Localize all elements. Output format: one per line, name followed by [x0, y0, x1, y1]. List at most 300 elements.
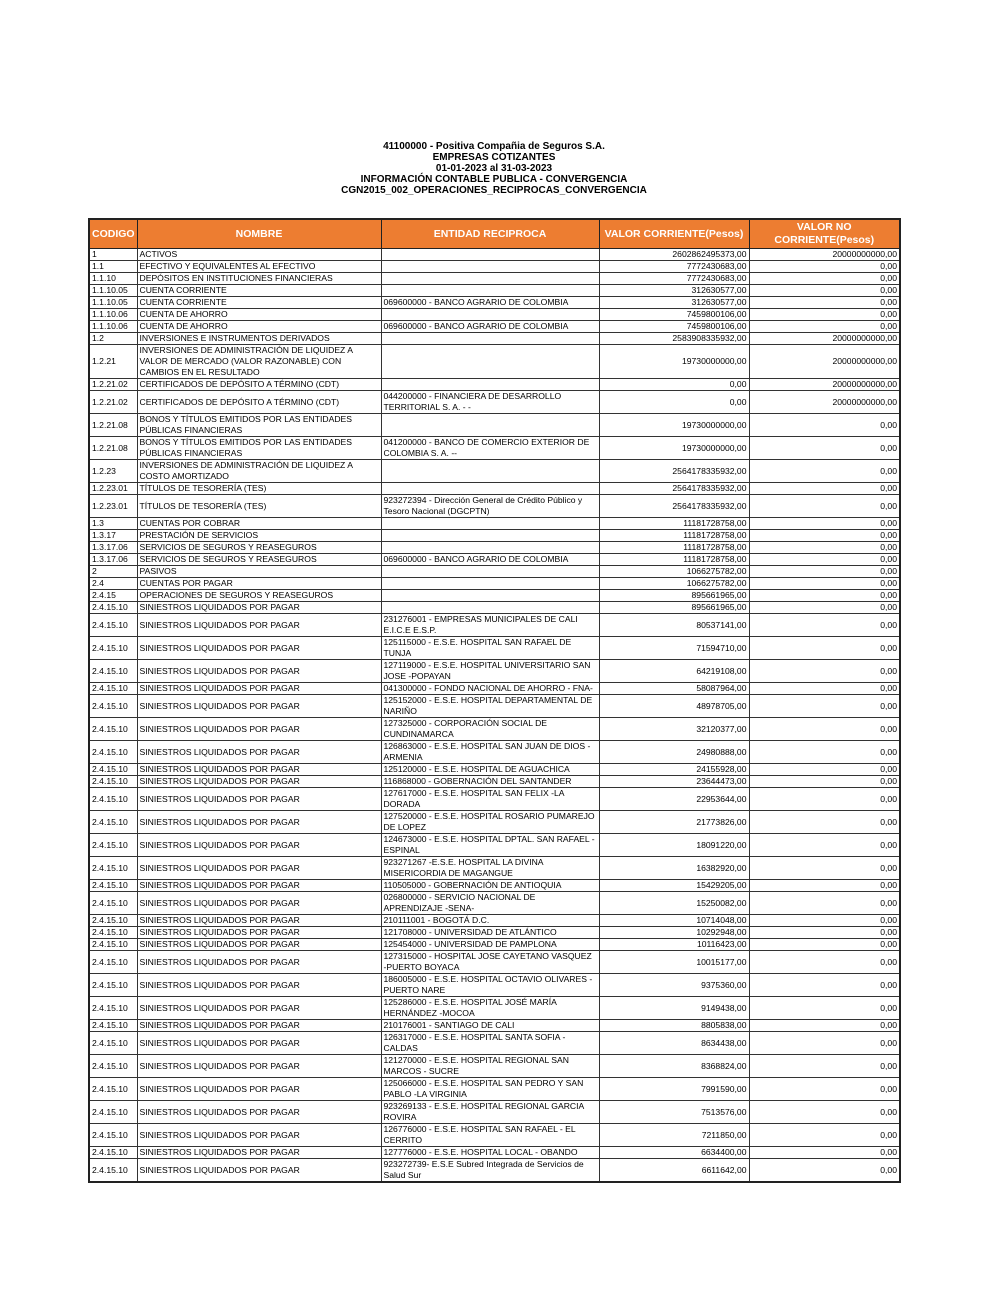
cell-valor-no-corriente: 0,00 — [749, 297, 900, 309]
cell-code: 2.4.15.10 — [89, 857, 137, 880]
cell-valor-no-corriente: 0,00 — [749, 1147, 900, 1159]
table-header-row — [89, 219, 900, 249]
cell-entity — [381, 530, 599, 542]
cell-entity — [381, 261, 599, 273]
cell-entity: 116868000 - GOBERNACIÓN DEL SANTANDER — [381, 776, 599, 788]
cell-name: SINIESTROS LIQUIDADOS POR PAGAR — [137, 741, 381, 764]
cell-name: INVERSIONES DE ADMINISTRACIÓN DE LIQUIDEZ A COSTO AMORTIZADO — [137, 460, 381, 483]
cell-code: 2.4.15.10 — [89, 1078, 137, 1101]
cell-name: BONOS Y TÍTULOS EMITIDOS POR LAS ENTIDADES PÚBLICAS FINANCIERAS — [137, 414, 381, 437]
cell-valor-corriente: 6634400,00 — [599, 1147, 749, 1159]
cell-entity: 044200000 - FINANCIERA DE DESARROLLO TERRITORIAL S. A. - - — [381, 391, 599, 414]
cell-code: 2.4.15.10 — [89, 834, 137, 857]
cell-entity: 041300000 - FONDO NACIONAL DE AHORRO - FNA- — [381, 683, 599, 695]
table-row — [89, 1124, 900, 1147]
cell-valor-no-corriente: 20000000000,00 — [749, 249, 900, 261]
column-header-entidad: ENTIDAD RECIPROCA — [381, 219, 599, 249]
cell-code: 2.4.15.10 — [89, 1124, 137, 1147]
cell-code: 1.1.10.06 — [89, 309, 137, 321]
cell-valor-corriente: 312630577,00 — [599, 297, 749, 309]
cell-code: 2.4.15.10 — [89, 741, 137, 764]
cell-valor-corriente: 16382920,00 — [599, 857, 749, 880]
table-row — [89, 391, 900, 414]
table-row — [89, 483, 900, 495]
cell-valor-no-corriente: 0,00 — [749, 460, 900, 483]
cell-valor-corriente: 71594710,00 — [599, 637, 749, 660]
cell-valor-no-corriente: 0,00 — [749, 578, 900, 590]
cell-valor-no-corriente: 0,00 — [749, 1055, 900, 1078]
cell-valor-no-corriente: 0,00 — [749, 811, 900, 834]
table-row — [89, 321, 900, 333]
cell-entity: 210111001 - BOGOTÁ D.C. — [381, 915, 599, 927]
cell-name: SINIESTROS LIQUIDADOS POR PAGAR — [137, 1101, 381, 1124]
cell-valor-corriente: 48978705,00 — [599, 695, 749, 718]
cell-valor-no-corriente: 0,00 — [749, 718, 900, 741]
cell-valor-no-corriente: 0,00 — [749, 285, 900, 297]
cell-valor-corriente: 11181728758,00 — [599, 518, 749, 530]
cell-code: 2.4.15.10 — [89, 1055, 137, 1078]
cell-valor-corriente: 312630577,00 — [599, 285, 749, 297]
table-row — [89, 927, 900, 939]
cell-valor-no-corriente: 20000000000,00 — [749, 333, 900, 345]
cell-valor-corriente: 7772430683,00 — [599, 261, 749, 273]
cell-entity — [381, 309, 599, 321]
cell-entity — [381, 379, 599, 391]
cell-valor-no-corriente: 0,00 — [749, 321, 900, 333]
cell-code: 1.3.17 — [89, 530, 137, 542]
cell-code: 2.4.15.10 — [89, 614, 137, 637]
cell-name: SERVICIOS DE SEGUROS Y REASEGUROS — [137, 554, 381, 566]
cell-valor-corriente: 10015177,00 — [599, 951, 749, 974]
cell-entity — [381, 285, 599, 297]
cell-name: SINIESTROS LIQUIDADOS POR PAGAR — [137, 974, 381, 997]
report-type: INFORMACIÓN CONTABLE PUBLICA - CONVERGENCIA — [360, 174, 628, 185]
cell-entity: 127119000 - E.S.E. HOSPITAL UNIVERSITARIO SAN JOSE -POPAYAN — [381, 660, 599, 683]
cell-name: BONOS Y TÍTULOS EMITIDOS POR LAS ENTIDADES PÚBLICAS FINANCIERAS — [137, 437, 381, 460]
table-row — [89, 1101, 900, 1124]
cell-code: 1.1.10.05 — [89, 285, 137, 297]
table-row — [89, 857, 900, 880]
cell-name: SINIESTROS LIQUIDADOS POR PAGAR — [137, 788, 381, 811]
table-row — [89, 788, 900, 811]
cell-entity: 110505000 - GOBERNACIÓN DE ANTIOQUIA — [381, 880, 599, 892]
cell-name: SINIESTROS LIQUIDADOS POR PAGAR — [137, 1055, 381, 1078]
cell-valor-corriente: 2583908335932,00 — [599, 333, 749, 345]
cell-code: 2.4.15.10 — [89, 637, 137, 660]
cell-valor-corriente: 6611642,00 — [599, 1159, 749, 1183]
cell-name: EFECTIVO Y EQUIVALENTES AL EFECTIVO — [137, 261, 381, 273]
cell-valor-no-corriente: 0,00 — [749, 273, 900, 285]
cell-valor-corriente: 11181728758,00 — [599, 530, 749, 542]
cell-code: 2.4.15.10 — [89, 683, 137, 695]
cell-valor-corriente: 58087964,00 — [599, 683, 749, 695]
cell-valor-no-corriente: 0,00 — [749, 518, 900, 530]
cell-valor-corriente: 9375360,00 — [599, 974, 749, 997]
cell-valor-no-corriente: 0,00 — [749, 915, 900, 927]
report-category: EMPRESAS COTIZANTES — [432, 152, 556, 163]
cell-name: SINIESTROS LIQUIDADOS POR PAGAR — [137, 915, 381, 927]
cell-valor-corriente: 10714048,00 — [599, 915, 749, 927]
cell-valor-corriente: 1066275782,00 — [599, 578, 749, 590]
cell-valor-corriente: 18091220,00 — [599, 834, 749, 857]
table-row — [89, 915, 900, 927]
cell-valor-corriente: 7211850,00 — [599, 1124, 749, 1147]
report-header — [0, 141, 988, 196]
cell-valor-corriente: 2564178335932,00 — [599, 495, 749, 518]
cell-entity — [381, 249, 599, 261]
cell-valor-no-corriente: 0,00 — [749, 554, 900, 566]
cell-valor-no-corriente: 0,00 — [749, 892, 900, 915]
cell-entity: 121708000 - UNIVERSIDAD DE ATLÁNTICO — [381, 927, 599, 939]
cell-entity: 125152000 - E.S.E. HOSPITAL DEPARTAMENTAL DE NARIÑO — [381, 695, 599, 718]
cell-code: 1.2.23 — [89, 460, 137, 483]
cell-valor-corriente: 9149438,00 — [599, 997, 749, 1020]
cell-code: 1.1 — [89, 261, 137, 273]
cell-valor-no-corriente: 0,00 — [749, 414, 900, 437]
cell-entity: 125286000 - E.S.E. HOSPITAL JOSÉ MARÍA HERNÁNDEZ -MOCOA — [381, 997, 599, 1020]
cell-name: SINIESTROS LIQUIDADOS POR PAGAR — [137, 997, 381, 1020]
cell-valor-no-corriente: 0,00 — [749, 974, 900, 997]
cell-code: 2.4.15.10 — [89, 764, 137, 776]
table-row — [89, 834, 900, 857]
cell-valor-no-corriente: 0,00 — [749, 602, 900, 614]
cell-valor-corriente: 19730000000,00 — [599, 414, 749, 437]
cell-name: SINIESTROS LIQUIDADOS POR PAGAR — [137, 892, 381, 915]
cell-entity: 125066000 - E.S.E. HOSPITAL SAN PEDRO Y SAN PABLO -LA VIRGINIA — [381, 1078, 599, 1101]
cell-valor-corriente: 10292948,00 — [599, 927, 749, 939]
table-row — [89, 683, 900, 695]
table-row — [89, 578, 900, 590]
cell-code: 2.4.15.10 — [89, 602, 137, 614]
table-row — [89, 718, 900, 741]
cell-name: OPERACIONES DE SEGUROS Y REASEGUROS — [137, 590, 381, 602]
cell-valor-no-corriente: 0,00 — [749, 261, 900, 273]
cell-entity — [381, 542, 599, 554]
cell-entity: 923271267 -E.S.E. HOSPITAL LA DIVINA MISERICORDIA DE MAGANGUE — [381, 857, 599, 880]
cell-valor-corriente: 11181728758,00 — [599, 542, 749, 554]
cell-valor-corriente: 24980888,00 — [599, 741, 749, 764]
cell-valor-corriente: 7459800106,00 — [599, 321, 749, 333]
cell-valor-no-corriente: 0,00 — [749, 542, 900, 554]
column-header-nombre: NOMBRE — [137, 219, 381, 249]
column-header-valor-corriente: VALOR CORRIENTE(Pesos) — [599, 219, 749, 249]
table-row — [89, 273, 900, 285]
cell-name: SINIESTROS LIQUIDADOS POR PAGAR — [137, 927, 381, 939]
cell-entity — [381, 483, 599, 495]
table-row — [89, 414, 900, 437]
cell-valor-corriente: 2564178335932,00 — [599, 460, 749, 483]
cell-valor-no-corriente: 0,00 — [749, 309, 900, 321]
cell-valor-no-corriente: 20000000000,00 — [749, 345, 900, 379]
cell-name: CUENTA CORRIENTE — [137, 297, 381, 309]
cell-code: 1.2.21.08 — [89, 437, 137, 460]
cell-name: SINIESTROS LIQUIDADOS POR PAGAR — [137, 764, 381, 776]
cell-entity — [381, 460, 599, 483]
cell-entity: 121270000 - E.S.E. HOSPITAL REGIONAL SAN MARCOS - SUCRE — [381, 1055, 599, 1078]
cell-valor-no-corriente: 0,00 — [749, 483, 900, 495]
table-row — [89, 333, 900, 345]
cell-entity: 041200000 - BANCO DE COMERCIO EXTERIOR DE COLOMBIA S. A. -- — [381, 437, 599, 460]
cell-code: 2.4.15.10 — [89, 880, 137, 892]
cell-valor-no-corriente: 0,00 — [749, 939, 900, 951]
cell-valor-no-corriente: 0,00 — [749, 590, 900, 602]
cell-entity: 127520000 - E.S.E. HOSPITAL ROSARIO PUMAREJO DE LOPEZ — [381, 811, 599, 834]
cell-code: 1.2.21 — [89, 345, 137, 379]
cell-name: SINIESTROS LIQUIDADOS POR PAGAR — [137, 880, 381, 892]
cell-entity: 923272394 - Dirección General de Crédito Público y Tesoro Nacional (DGCPTN) — [381, 495, 599, 518]
cell-name: SINIESTROS LIQUIDADOS POR PAGAR — [137, 811, 381, 834]
cell-name: SINIESTROS LIQUIDADOS POR PAGAR — [137, 718, 381, 741]
table-row — [89, 880, 900, 892]
cell-entity: 210176001 - SANTIAGO DE CALI — [381, 1020, 599, 1032]
cell-entity: 127325000 - CORPORACIÓN SOCIAL DE CUNDINAMARCA — [381, 718, 599, 741]
cell-valor-no-corriente: 0,00 — [749, 1159, 900, 1183]
cell-valor-no-corriente: 0,00 — [749, 695, 900, 718]
cell-name: SINIESTROS LIQUIDADOS POR PAGAR — [137, 857, 381, 880]
cell-valor-no-corriente: 0,00 — [749, 834, 900, 857]
cell-code: 1.2.21.08 — [89, 414, 137, 437]
cell-valor-no-corriente: 0,00 — [749, 788, 900, 811]
cell-entity — [381, 273, 599, 285]
cell-valor-no-corriente: 0,00 — [749, 997, 900, 1020]
cell-code: 2.4.15.10 — [89, 1101, 137, 1124]
cell-valor-corriente: 0,00 — [599, 391, 749, 414]
cell-entity: 124673000 - E.S.E. HOSPITAL DPTAL. SAN RAFAEL - ESPINAL — [381, 834, 599, 857]
table-row — [89, 590, 900, 602]
cell-entity — [381, 345, 599, 379]
cell-valor-no-corriente: 0,00 — [749, 741, 900, 764]
cell-valor-corriente: 1066275782,00 — [599, 566, 749, 578]
table-row — [89, 285, 900, 297]
cell-entity: 125120000 - E.S.E. HOSPITAL DE AGUACHICA — [381, 764, 599, 776]
cell-code: 1.2.21.02 — [89, 379, 137, 391]
cell-entity: 069600000 - BANCO AGRARIO DE COLOMBIA — [381, 321, 599, 333]
cell-valor-corriente: 21773826,00 — [599, 811, 749, 834]
cell-code: 2.4.15.10 — [89, 811, 137, 834]
operations-table — [88, 218, 901, 1183]
cell-entity: 026800000 - SERVICIO NACIONAL DE APRENDIZAJE -SENA- — [381, 892, 599, 915]
cell-name: PASIVOS — [137, 566, 381, 578]
table-row — [89, 637, 900, 660]
cell-name: SINIESTROS LIQUIDADOS POR PAGAR — [137, 1124, 381, 1147]
cell-code: 2.4.15.10 — [89, 1147, 137, 1159]
cell-name: INVERSIONES E INSTRUMENTOS DERIVADOS — [137, 333, 381, 345]
cell-entity: 126317000 - E.S.E. HOSPITAL SANTA SOFIA - CALDAS — [381, 1032, 599, 1055]
table-row — [89, 892, 900, 915]
cell-entity: 069600000 - BANCO AGRARIO DE COLOMBIA — [381, 297, 599, 309]
cell-entity: 125454000 - UNIVERSIDAD DE PAMPLONA — [381, 939, 599, 951]
cell-code: 2.4.15 — [89, 590, 137, 602]
table-row — [89, 1032, 900, 1055]
table-row — [89, 495, 900, 518]
cell-valor-corriente: 0,00 — [599, 379, 749, 391]
cell-name: SINIESTROS LIQUIDADOS POR PAGAR — [137, 614, 381, 637]
cell-entity: 126776000 - E.S.E. HOSPITAL SAN RAFAEL - EL CERRITO — [381, 1124, 599, 1147]
cell-name: CERTIFICADOS DE DEPÓSITO A TÉRMINO (CDT) — [137, 391, 381, 414]
cell-entity — [381, 602, 599, 614]
cell-valor-no-corriente: 0,00 — [749, 880, 900, 892]
table-row — [89, 811, 900, 834]
cell-valor-no-corriente: 0,00 — [749, 566, 900, 578]
cell-code: 1.2 — [89, 333, 137, 345]
cell-code: 2.4.15.10 — [89, 951, 137, 974]
cell-name: SINIESTROS LIQUIDADOS POR PAGAR — [137, 1078, 381, 1101]
cell-entity: 125115000 - E.S.E. HOSPITAL SAN RAFAEL DE TUNJA — [381, 637, 599, 660]
column-header-valor-no-corriente: VALOR NO CORRIENTE(Pesos) — [749, 219, 900, 249]
cell-entity: 127617000 - E.S.E. HOSPITAL SAN FELIX -LA DORADA — [381, 788, 599, 811]
cell-valor-no-corriente: 20000000000,00 — [749, 379, 900, 391]
cell-code: 2.4.15.10 — [89, 939, 137, 951]
cell-name: PRESTACIÓN DE SERVICIOS — [137, 530, 381, 542]
cell-valor-no-corriente: 0,00 — [749, 495, 900, 518]
cell-valor-no-corriente: 0,00 — [749, 1101, 900, 1124]
cell-valor-corriente: 19730000000,00 — [599, 345, 749, 379]
cell-valor-no-corriente: 0,00 — [749, 437, 900, 460]
cell-name: SINIESTROS LIQUIDADOS POR PAGAR — [137, 1147, 381, 1159]
cell-entity: 923269133 - E.S.E. HOSPITAL REGIONAL GARCIA ROVIRA — [381, 1101, 599, 1124]
cell-valor-no-corriente: 0,00 — [749, 1124, 900, 1147]
cell-code: 2 — [89, 566, 137, 578]
table-row — [89, 660, 900, 683]
cell-name: SINIESTROS LIQUIDADOS POR PAGAR — [137, 1020, 381, 1032]
cell-valor-corriente: 24155928,00 — [599, 764, 749, 776]
table-row — [89, 518, 900, 530]
table-row — [89, 249, 900, 261]
cell-code: 2.4.15.10 — [89, 1020, 137, 1032]
cell-code: 2.4.15.10 — [89, 915, 137, 927]
cell-valor-corriente: 7459800106,00 — [599, 309, 749, 321]
cell-valor-corriente: 64219108,00 — [599, 660, 749, 683]
cell-valor-no-corriente: 0,00 — [749, 1032, 900, 1055]
cell-entity: 126863000 - E.S.E. HOSPITAL SAN JUAN DE DIOS -ARMENIA — [381, 741, 599, 764]
cell-valor-corriente: 80537141,00 — [599, 614, 749, 637]
cell-valor-corriente: 2564178335932,00 — [599, 483, 749, 495]
table-row — [89, 997, 900, 1020]
cell-name: SINIESTROS LIQUIDADOS POR PAGAR — [137, 1032, 381, 1055]
cell-valor-corriente: 8634438,00 — [599, 1032, 749, 1055]
cell-name: SINIESTROS LIQUIDADOS POR PAGAR — [137, 939, 381, 951]
cell-name: CUENTA DE AHORRO — [137, 321, 381, 333]
cell-name: SINIESTROS LIQUIDADOS POR PAGAR — [137, 951, 381, 974]
cell-name: TÍTULOS DE TESORERÍA (TES) — [137, 483, 381, 495]
cell-entity: 186005000 - E.S.E. HOSPITAL OCTAVIO OLIVARES -PUERTO NARE — [381, 974, 599, 997]
cell-name: SINIESTROS LIQUIDADOS POR PAGAR — [137, 776, 381, 788]
cell-valor-no-corriente: 0,00 — [749, 764, 900, 776]
table-row — [89, 379, 900, 391]
cell-entity: 127776000 - E.S.E. HOSPITAL LOCAL - OBANDO — [381, 1147, 599, 1159]
cell-name: SINIESTROS LIQUIDADOS POR PAGAR — [137, 695, 381, 718]
cell-valor-corriente: 32120377,00 — [599, 718, 749, 741]
company-title: 41100000 - Positiva Compañia de Seguros S.A. — [383, 141, 605, 152]
cell-valor-corriente: 8805838,00 — [599, 1020, 749, 1032]
column-header-codigo: CODIGO — [89, 219, 137, 249]
cell-valor-corriente: 7772430683,00 — [599, 273, 749, 285]
cell-valor-no-corriente: 0,00 — [749, 951, 900, 974]
cell-code: 1 — [89, 249, 137, 261]
cell-code: 2.4.15.10 — [89, 695, 137, 718]
cell-code: 1.1.10.05 — [89, 297, 137, 309]
cell-name: CUENTAS POR PAGAR — [137, 578, 381, 590]
cell-name: SINIESTROS LIQUIDADOS POR PAGAR — [137, 660, 381, 683]
cell-valor-no-corriente: 0,00 — [749, 530, 900, 542]
cell-valor-no-corriente: 0,00 — [749, 776, 900, 788]
cell-code: 1.2.23.01 — [89, 483, 137, 495]
cell-code: 1.2.21.02 — [89, 391, 137, 414]
cell-code: 1.3.17.06 — [89, 554, 137, 566]
cell-code: 2.4 — [89, 578, 137, 590]
table-row — [89, 939, 900, 951]
table-row — [89, 1147, 900, 1159]
cell-valor-corriente: 7991590,00 — [599, 1078, 749, 1101]
table-row — [89, 530, 900, 542]
cell-valor-corriente: 15429205,00 — [599, 880, 749, 892]
cell-name: CUENTA DE AHORRO — [137, 309, 381, 321]
cell-valor-corriente: 8368824,00 — [599, 1055, 749, 1078]
cell-name: SINIESTROS LIQUIDADOS POR PAGAR — [137, 602, 381, 614]
cell-entity: 069600000 - BANCO AGRARIO DE COLOMBIA — [381, 554, 599, 566]
table-row — [89, 345, 900, 379]
cell-entity — [381, 578, 599, 590]
cell-name: SINIESTROS LIQUIDADOS POR PAGAR — [137, 834, 381, 857]
cell-entity: 127315000 - HOSPITAL JOSE CAYETANO VASQUEZ -PUERTO BOYACA — [381, 951, 599, 974]
cell-name: INVERSIONES DE ADMINISTRACIÓN DE LIQUIDEZ A VALOR DE MERCADO (VALOR RAZONABLE) CON CAMBIOS EN EL RESULTADO — [137, 345, 381, 379]
cell-valor-corriente: 2602862495373,00 — [599, 249, 749, 261]
cell-valor-corriente: 895661965,00 — [599, 602, 749, 614]
cell-valor-corriente: 895661965,00 — [599, 590, 749, 602]
table-row — [89, 1078, 900, 1101]
table-row — [89, 1159, 900, 1183]
table-row — [89, 1020, 900, 1032]
cell-valor-corriente: 19730000000,00 — [599, 437, 749, 460]
cell-name: ACTIVOS — [137, 249, 381, 261]
table-row — [89, 695, 900, 718]
table-row — [89, 764, 900, 776]
cell-entity — [381, 414, 599, 437]
cell-code: 1.1.10 — [89, 273, 137, 285]
table-row — [89, 261, 900, 273]
cell-valor-no-corriente: 0,00 — [749, 1078, 900, 1101]
cell-code: 2.4.15.10 — [89, 660, 137, 683]
cell-valor-corriente: 23644473,00 — [599, 776, 749, 788]
table-row — [89, 1055, 900, 1078]
cell-valor-no-corriente: 0,00 — [749, 927, 900, 939]
cell-code: 2.4.15.10 — [89, 974, 137, 997]
cell-code: 2.4.15.10 — [89, 892, 137, 915]
cell-valor-corriente: 22953644,00 — [599, 788, 749, 811]
table-row — [89, 460, 900, 483]
cell-entity — [381, 566, 599, 578]
cell-code: 2.4.15.10 — [89, 927, 137, 939]
table-row — [89, 951, 900, 974]
cell-name: CERTIFICADOS DE DEPÓSITO A TÉRMINO (CDT) — [137, 379, 381, 391]
cell-code: 2.4.15.10 — [89, 1032, 137, 1055]
cell-entity — [381, 518, 599, 530]
cell-valor-corriente: 11181728758,00 — [599, 554, 749, 566]
table-row — [89, 566, 900, 578]
cell-name: TÍTULOS DE TESORERÍA (TES) — [137, 495, 381, 518]
cell-valor-no-corriente: 0,00 — [749, 683, 900, 695]
cell-code: 1.3.17.06 — [89, 542, 137, 554]
table-row — [89, 297, 900, 309]
cell-code: 2.4.15.10 — [89, 718, 137, 741]
cell-name: SINIESTROS LIQUIDADOS POR PAGAR — [137, 683, 381, 695]
table-row — [89, 614, 900, 637]
cell-name: SINIESTROS LIQUIDADOS POR PAGAR — [137, 637, 381, 660]
report-code: CGN2015_002_OPERACIONES_RECIPROCAS_CONVERGENCIA — [341, 185, 647, 196]
table-row — [89, 974, 900, 997]
cell-valor-corriente: 10116423,00 — [599, 939, 749, 951]
cell-entity — [381, 333, 599, 345]
